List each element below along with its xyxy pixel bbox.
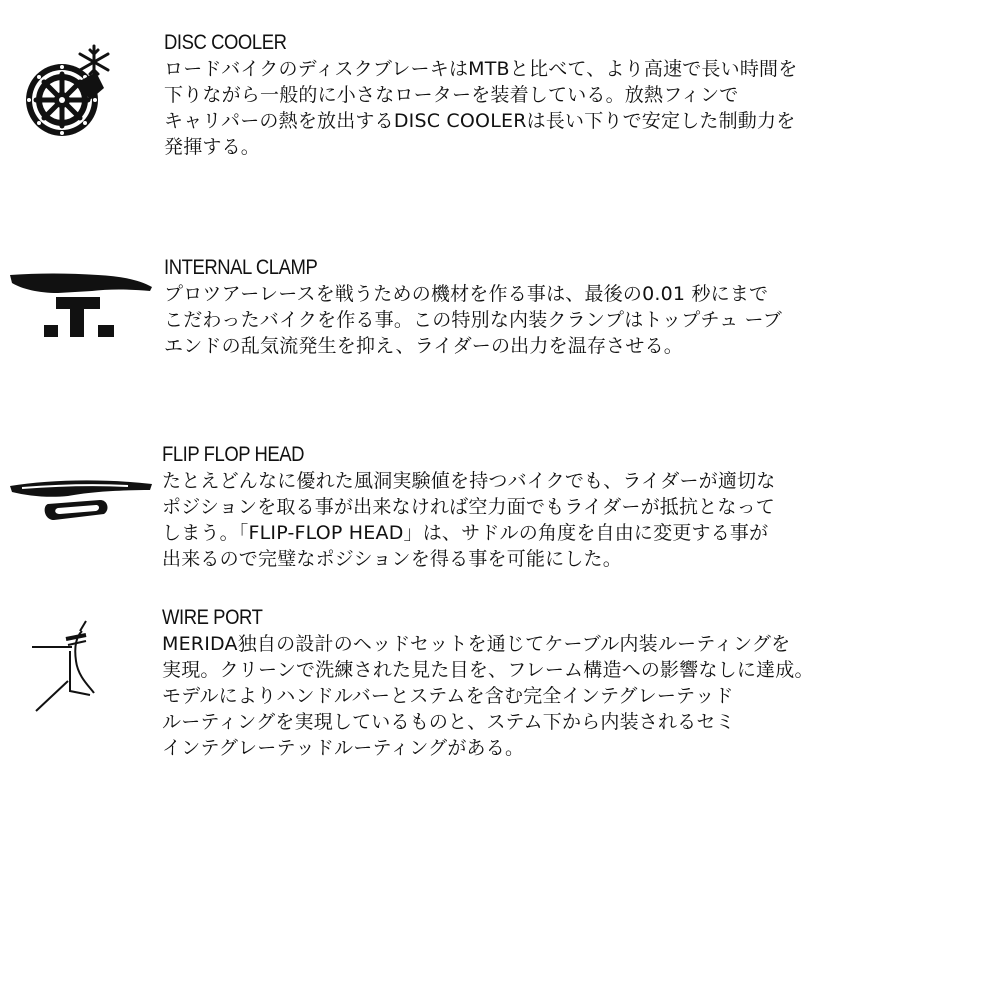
feature-title: WIRE PORT [162,606,263,629]
feature-text [162,605,982,761]
disc-cooler-icon [20,42,116,142]
feature-text [164,30,984,160]
feature-line: MERIDA独自の設計のヘッドセットを通じてケーブル内装ルーティングを [162,633,791,655]
feature-line: しまう。「FLIP-FLOP HEAD」は、サドルの角度を自由に変更する事が [162,522,769,544]
wire-port-icon [30,617,100,713]
feature-line: 実現。クリーンで洗練された見た目を、フレーム構造への影響なしに達成。 [162,659,814,681]
feature-line: 出来るので完璧なポジションを得る事を可能にした。 [162,548,622,570]
feature-text [164,255,984,359]
feature-line: キャリパーの熱を放出するDISC COOLERは長い下りで安定した制動力を [164,110,796,132]
feature-line: ルーティングを実現しているものと、ステム下から内装されるセミ [162,711,735,733]
feature-line: エンドの乱気流発生を抑え、ライダーの出力を温存させる。 [164,335,683,357]
feature-line: 下りながら一般的に小さなローターを装着している。放熱フィンで [164,84,739,106]
feature-line: たとえどんなに優れた風洞実験値を持つバイクでも、ライダーが適切な [162,470,776,492]
feature-text [162,442,982,572]
feature-line: 発揮する。 [164,136,261,158]
feature-line: モデルによりハンドルバーとステムを含む完全インテグレーテッド [162,685,734,707]
feature-line: ロードバイクのディスクブレーキはMTBと比べて、より高速で長い時間を [164,58,798,80]
feature-title: FLIP FLOP HEAD [162,443,305,466]
feature-line: プロツアーレースを戦うための機材を作る事は、最後の0.01 秒にまで [164,283,769,305]
feature-line: インテグレーテッドルーティングがある。 [162,737,525,759]
feature-line: ポジションを取る事が出来なければ空力面でもライダーが抵抗となって [162,496,775,518]
feature-line: こだわったバイクを作る事。この特別な内装クランプはトップチュ ーブ [164,309,782,331]
flip-flop-head-icon [8,476,154,528]
internal-clamp-icon [8,269,154,341]
feature-title: DISC COOLER [164,31,287,54]
feature-title: INTERNAL CLAMP [164,256,318,279]
